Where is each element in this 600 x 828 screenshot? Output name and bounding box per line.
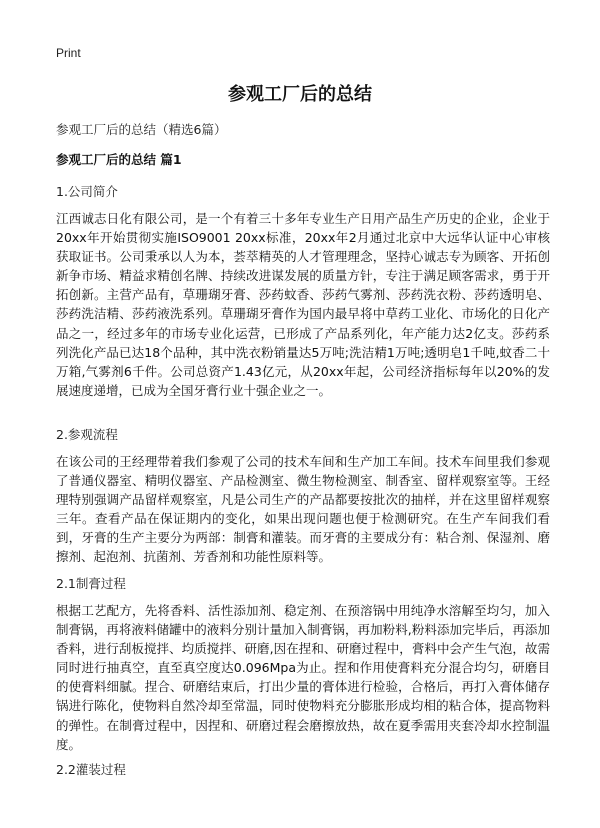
- paragraph-company-intro: 江西诚志日化有限公司，是一个有着三十多年专业生产日用产品生产历史的企业，企业于20xx年开始贯彻实施ISO9001 20xx标准，20xx年2月通过北京中大远华认证中心审核获取证书。公司秉承以人为本，荟萃精英的人才管理理念，坚持心诚志专为顾客、开拓创新争市场、精益求精创名牌、持续改进谋发展的质量方针，专注于满足顾客需求，勇于开拓创新。主营产品有，草珊瑚牙膏、莎药蚊香、莎药气雾剂、莎药洗衣粉、莎药透明皂、莎药洗洁精、莎药液洗系列。草珊瑚牙膏作为国内最早将中草药工业化、市场化的日化产品之一，经过多年的市场专业化运营，已形成了产品系列化，年产能力达2亿支。莎药系列洗化产品已达18个品种，其中洗衣粉销量达5万吨;洗洁精1万吨;透明皂1千吨,蚊香二十万箱,气雾剂6千件。公司总资产1.43亿元，从20xx年起，公司经济指标每年以20%的发展速度递增，已成为全国牙膏行业十强企业之一。: [56, 211, 550, 398]
- article-heading: 参观工厂后的总结 篇1: [56, 152, 182, 167]
- section-heading-paste-making: 2.1制膏过程: [56, 576, 126, 591]
- document-subtitle: 参观工厂后的总结（精选6篇）: [56, 122, 227, 137]
- paragraph-visit-process: 在该公司的王经理带着我们参观了公司的技术车间和生产加工车间。技术车间里我们参观了普通仪器室、精明仪器室、产品检测室、微生物检测室、制香室、留样观察室等。王经理特别强调产品留样观察室，凡是公司生产的产品都要按批次的抽样，并在这里留样观察三年。查看产品在保证期内的变化，如果出现问题也便于检测研究。在生产车间我们看到，牙膏的生产主要分为两部：制膏和灌装。而牙膏的主要成分有：粘合剂、保湿剂、磨擦剂、起泡剂、抗菌剂、芳香剂和功能性原料等。: [56, 454, 550, 565]
- page-title: 参观工厂后的总结: [228, 84, 372, 105]
- section-heading-company-intro: 1.公司简介: [56, 184, 118, 199]
- paragraph-paste-making: 根据工艺配方，先将香料、活性添加剂、稳定剂、在预溶锅中用纯净水溶解至均匀，加入制膏锅，再将液料储罐中的液料分别计量加入制膏锅，再加粉料,粉料添加完毕后，再添加香料，进行刮板搅拌、均质搅拌、研磨,因在捏和、研磨过程中，膏料中会产生气泡，故需同时进行抽真空，直至真空度达0.096Mpa为止。捏和作用使膏料充分混合均匀，研磨目的使膏料细腻。捏合、研磨结束后，打出少量的膏体进行检验，合格后，再打入膏体储存锅进行陈化，使物料自然冷却至常温，同时使物料充分膨胀形成均相的粘合体，提高物料的弹性。在制膏过程中，因捏和、研磨过程会磨擦放热，故在夏季需用夹套冷却水控制温度。: [56, 603, 550, 752]
- section-heading-filling: 2.2灌装过程: [56, 762, 126, 777]
- print-label: Print: [56, 46, 81, 60]
- section-heading-visit-process: 2.参观流程: [56, 427, 118, 442]
